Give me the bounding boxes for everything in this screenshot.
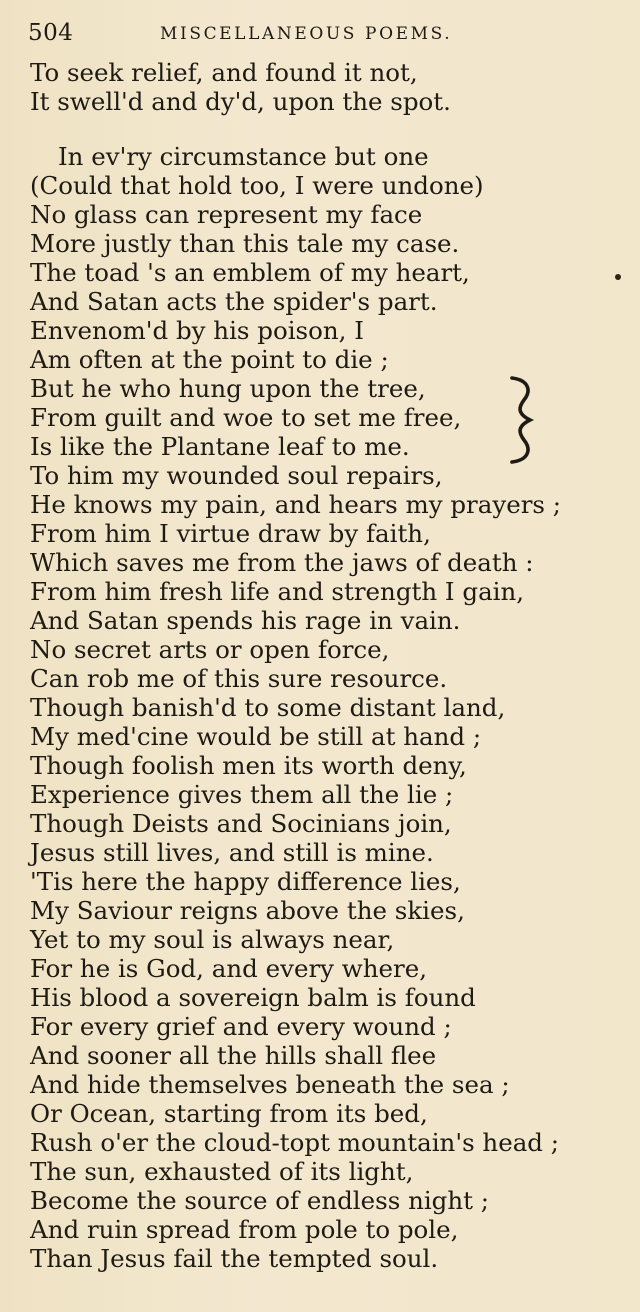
poem-line: Though Deists and Socinians join, [30,809,452,838]
poem-line: My Saviour reigns above the skies, [30,896,465,925]
poem-line: His blood a sovereign balm is found [30,983,476,1012]
poem-line: Jesus still lives, and still is mine. [30,838,434,867]
poem-line: Than Jesus fail the tempted soul. [30,1244,439,1273]
poem-line: And Satan acts the spider's part. [30,287,438,316]
poem-line: And ruin spread from pole to pole, [30,1215,459,1244]
ink-dot-mark [615,274,621,280]
poem-line: Or Ocean, starting from its bed, [30,1099,428,1128]
poem-line: From guilt and woe to set me free, [30,403,462,432]
poem-line: Is like the Plantane leaf to me. [30,432,410,461]
poem-line: It swell'd and dy'd, upon the spot. [30,87,451,116]
poem-line: Become the source of endless night ; [30,1186,490,1215]
poem-line: My med'cine would be still at hand ; [30,722,482,751]
poem-line: (Could that hold too, I were undone) [30,171,484,200]
poem-line: The toad 's an emblem of my heart, [30,258,470,287]
poem-line: To seek relief, and found it not, [30,58,418,87]
page-number: 504 [28,20,74,46]
poem-line: Rush o'er the cloud-topt mountain's head ; [30,1128,560,1157]
poem-line: The sun, exhausted of its light, [30,1157,414,1186]
poem-line: From him I virtue draw by faith, [30,519,431,548]
page-header [28,20,628,50]
running-head: MISCELLANEOUS POEMS. [160,24,453,44]
poem-line: In ev'ry circumstance but one [58,142,429,171]
poem-line: Though banish'd to some distant land, [30,693,506,722]
poem-line: And Satan spends his rage in vain. [30,606,461,635]
poem-line: Which saves me from the jaws of death : [30,548,534,577]
poem-line: No glass can represent my face [30,200,423,229]
poem-line: Yet to my soul is always near, [30,925,395,954]
poem-line: He knows my pain, and hears my prayers ; [30,490,562,519]
poem-line: To him my wounded soul repairs, [30,461,443,490]
poem-line: But he who hung upon the tree, [30,374,426,403]
poem-line: Though foolish men its worth deny, [30,751,467,780]
poem-line: No secret arts or open force, [30,635,390,664]
poem-line: 'Tis here the happy difference lies, [30,867,461,896]
poem-line: For every grief and every wound ; [30,1012,452,1041]
poem-line: Am often at the point to die ; [30,345,389,374]
poem-line: Envenom'd by his poison, I [30,316,364,345]
poem-line: More justly than this tale my case. [30,229,460,258]
poem-line: Experience gives them all the lie ; [30,780,454,809]
triplet-brace-icon [502,374,542,466]
poem-line: And sooner all the hills shall flee [30,1041,437,1070]
poem-line: For he is God, and every where, [30,954,428,983]
poem-line: From him fresh life and strength I gain, [30,577,525,606]
poem-line: Can rob me of this sure resource. [30,664,448,693]
poem-line: And hide themselves beneath the sea ; [30,1070,510,1099]
